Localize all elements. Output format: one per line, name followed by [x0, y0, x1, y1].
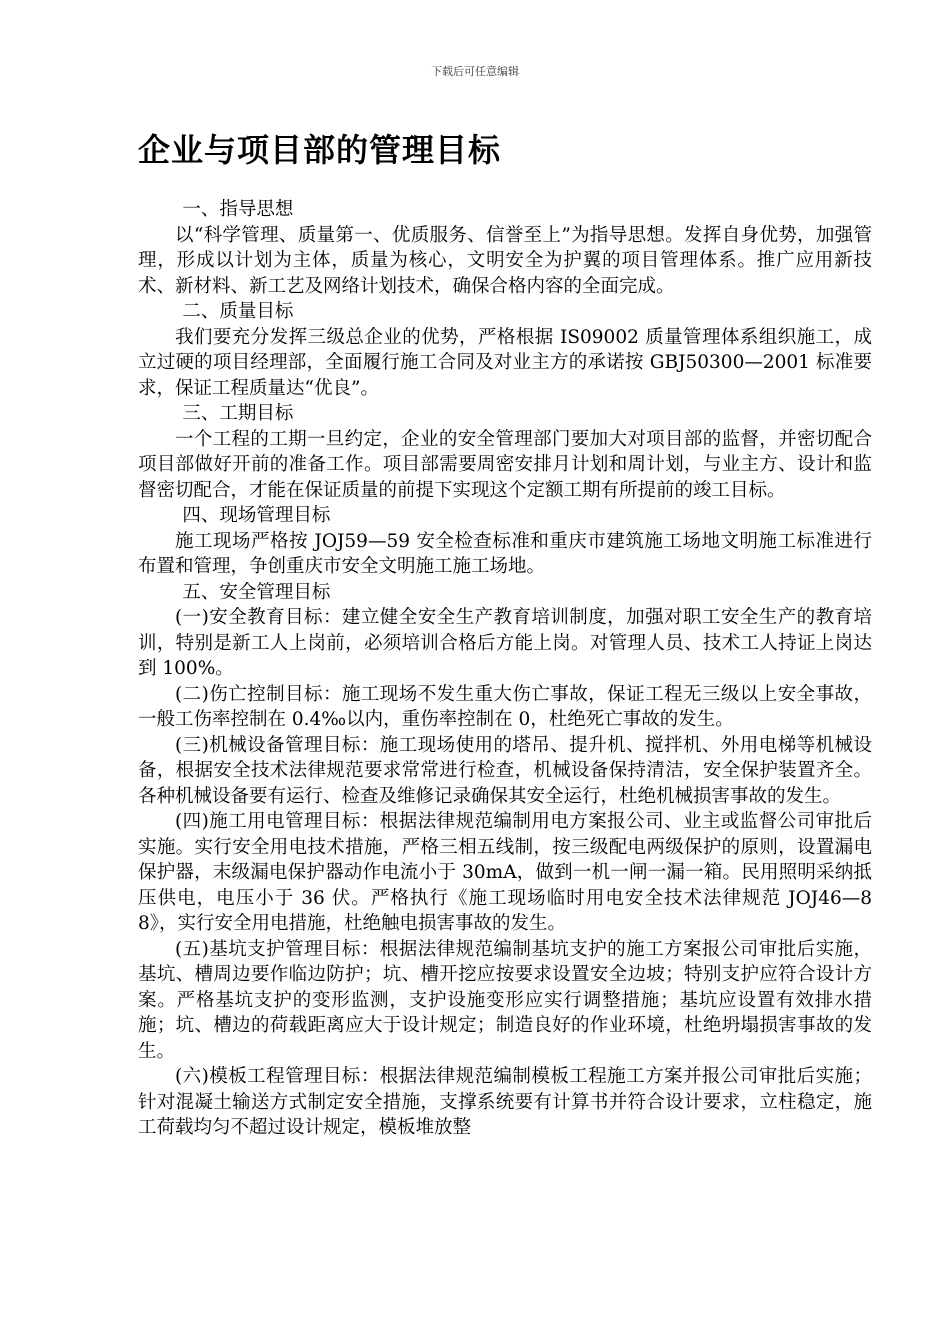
paragraph-safety-education: (一)安全教育目标：建立健全安全生产教育培训制度，加强对职工安全生产的教育培训，特别是新工人上岗前，必须培训合格后方能上岗。对管理人员、技术工人持证上岗达到 100%。 [138, 607, 872, 679]
paragraph-casualty-control: (二)伤亡控制目标：施工现场不发生重大伤亡事故，保证工程无三级以上安全事故，一般工伤率控制在 0.4‰以内，重伤率控制在 0，杜绝死亡事故的发生。 [138, 683, 872, 730]
paragraph-formwork-management: (六)模板工程管理目标：根据法律规范编制模板工程施工方案并报公司审批后实施；针对混凝土输送方式制定安全措施，支撑系统要有计算书并符合设计要求，立柱稳定，施工荷载均匀不超过设计规定，模板堆放整 [138, 1066, 872, 1138]
paragraph-site-management: 施工现场严格按 JOJ59—59 安全检查标准和重庆市建筑施工场地文明施工标准进行布置和管理，争创重庆市安全文明施工施工场地。 [138, 530, 872, 577]
section-heading-safety-management: 五、安全管理目标 [182, 581, 331, 603]
page-header-note: 下载后可任意编辑 [431, 65, 519, 78]
paragraph-electricity-management: (四)施工用电管理目标：根据法律规范编制用电方案报公司、业主或监督公司审批后实施。实行安全用电技术措施，严格三相五线制，按三级配电两级保护的原则，设置漏电保护器，末级漏电保护器动作电流小于 30mA，做到一机一闸一漏一箱。民用照明采纳抵压供电，电压小于 36 伏。严格执行《施工现场临时用电安全技术法律规范 JOJ46—88》，实行安全用电措施，杜绝触电损害事故的发生。 [138, 811, 872, 934]
section-heading-guiding-ideology: 一、指导思想 [182, 199, 294, 220]
paragraph-machinery-management: (三)机械设备管理目标：施工现场使用的塔吊、提升机、搅拌机、外用电梯等机械设备，根据安全技术法律规范要求常常进行检查，机械设备保持清洁，安全保护装置齐全。各种机械设备要有运行、检查及维修记录确保其安全运行，杜绝机械损害事故的发生。 [138, 734, 872, 807]
paragraph-schedule-target: 一个工程的工期一旦约定，企业的安全管理部门要加大对项目部的监督，并密切配合项目部做好开前的准备工作。项目部需要周密安排月计划和周计划，与业主方、设计和监督密切配合，才能在保证质量的前提下实现这个定额工期有所提前的竣工目标。 [138, 428, 872, 501]
document-title: 企业与项目部的管理目标 [138, 131, 502, 169]
paragraph-foundation-pit-support: (五)基坑支护管理目标：根据法律规范编制基坑支护的施工方案报公司审批后实施，基坑、槽周边要作临边防护；坑、槽开挖应按要求设置安全边坡；特别支护应符合设计方案。严格基坑支护的变形监测，支护设施变形应实行调整措施；基坑应设置有效排水措施；坑、槽边的荷载距离应大于设计规定；制造良好的作业环境，杜绝坍塌损害事故的发生。 [138, 938, 872, 1062]
paragraph-guiding-ideology: 以“科学管理、质量第一、优质服务、信誉至上”为指导思想。发挥自身优势，加强管理，形成以计划为主体，质量为核心，文明安全为护翼的项目管理体系。推广应用新技术、新材料、新工艺及网络计划技术，确保合格内容的全面完成。 [138, 224, 872, 297]
paragraph-quality-target: 我们要充分发挥三级总企业的优势，严格根据 IS09002 质量管理体系组织施工，成立过硬的项目经理部，全面履行施工合同及对业主方的承诺按 GBJ50300—2001 标准要求，保证工程质量达“优良”。 [138, 326, 872, 399]
section-heading-schedule-target: 三、工期目标 [182, 403, 294, 424]
document-body [138, 197, 872, 1141]
section-heading-quality-target: 二、质量目标 [182, 301, 294, 322]
section-heading-site-management: 四、现场管理目标 [182, 505, 331, 526]
